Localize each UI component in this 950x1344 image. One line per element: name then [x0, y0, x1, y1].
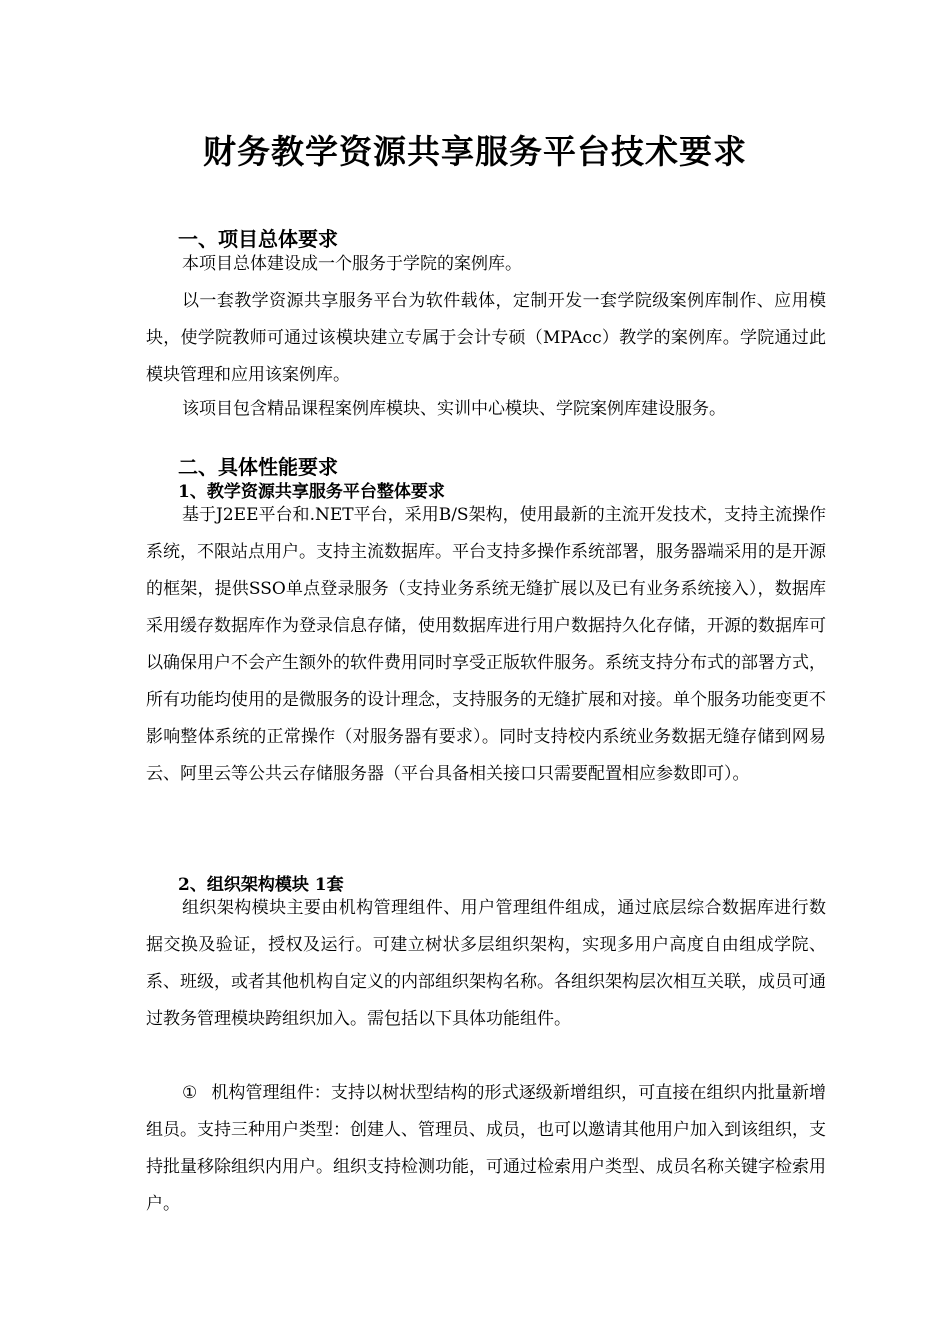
paragraph: 组织架构模块主要由机构管理组件、用户管理组件组成，通过底层综合数据库进行数据交换及验证，授权及运行。可建立树状多层组织架构，实现多用户高度自由组成学院、系、班级，或者其他机构自定义的内部组织架构名称。各组织架构层次相互关联，成员可通过教务管理模块跨组织加入。需包括以下具体功能组件。: [146, 898, 826, 1029]
section-heading-performance: 二、具体性能要求: [178, 455, 338, 479]
paragraph: 以一套教学资源共享服务平台为软件载体，定制开发一套学院级案例库制作、应用模块，使学院教师可通过该模块建立专属于会计专硕（MPAcc）教学的案例库。学院通过此模块管理和应用该案例库。: [146, 291, 826, 385]
paragraph: 基于J2EE平台和.NET平台，采用B/S架构，使用最新的主流开发技术，支持主流操作系统，不限站点用户。支持主流数据库。平台支持多操作系统部署，服务器端采用的是开源的框架，提供SSO单点登录服务（支持业务系统无缝扩展以及已有业务系统接入），数据库采用缓存数据库作为登录信息存储，使用数据库进行用户数据持久化存储，开源的数据库可以确保用户不会产生额外的软件费用同时享受正版软件服务。系统支持分布式的部署方式，所有功能均使用的是微服务的设计理念，支持服务的无缝扩展和对接。单个服务功能变更不影响整体系统的正常操作（对服务器有要求）。同时支持校内系统业务数据无缝存储到网易云、阿里云等公共云存储服务器（平台具备相关接口只需要配置相应参数即可）。: [146, 505, 826, 784]
subsection-heading-platform: 1、教学资源共享服务平台整体要求: [178, 482, 445, 502]
list-item-marker: ①: [182, 1083, 198, 1103]
paragraph: 本项目总体建设成一个服务于学院的案例库。: [182, 254, 522, 274]
document-title: 财务教学资源共享服务平台技术要求: [203, 132, 747, 171]
list-item: [146, 1075, 826, 1223]
list-item-text: 机构管理组件：支持以树状型结构的形式逐级新增组织，可直接在组织内批量新增组员。支持三种用户类型：创建人、管理员、成员，也可以邀请其他用户加入到该组织，支持批量移除组织内用户。组织支持检测功能，可通过检索用户类型、成员名称关键字检索用户。: [146, 1083, 827, 1214]
section-heading-general: 一、项目总体要求: [178, 227, 338, 251]
subsection-heading-organization: 2、组织架构模块 1套: [178, 875, 344, 895]
paragraph: 该项目包含精品课程案例库模块、实训中心模块、学院案例库建设服务。: [182, 399, 726, 419]
